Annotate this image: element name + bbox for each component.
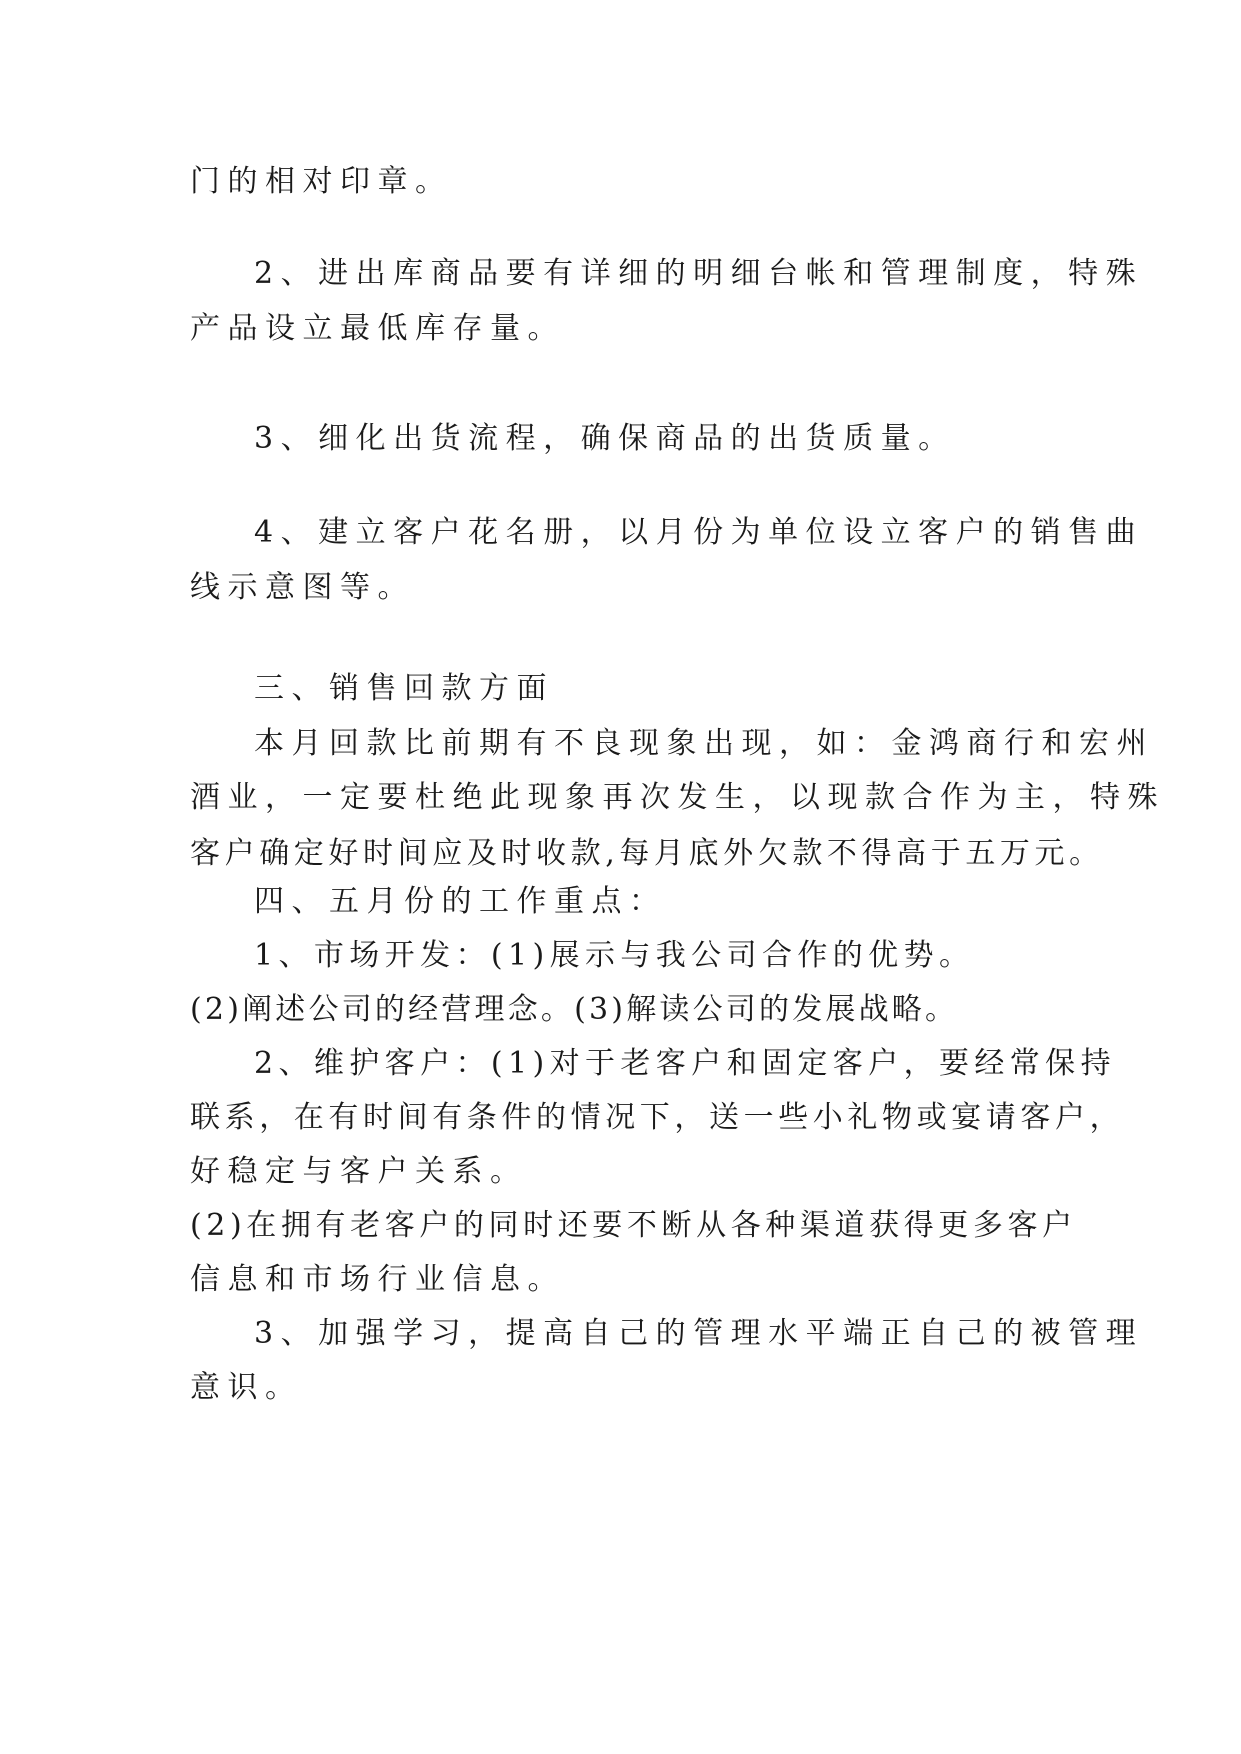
text-line: 信息和市场行业信息。 — [190, 1262, 565, 1297]
text-line: 本月回款比前期有不良现象出现，如：金鸿商行和宏州 — [254, 726, 1154, 761]
section-heading: 三、销售回款方面 — [254, 671, 554, 706]
text-line: 2、进出库商品要有详细的明细台帐和管理制度，特殊 — [254, 256, 1144, 291]
section-heading: 四、五月份的工作重点： — [254, 884, 667, 919]
text-line: 产品设立最低库存量。 — [190, 311, 565, 346]
text-line: 客户确定好时间应及时收款,每月底外欠款不得高于五万元。 — [190, 836, 1104, 871]
text-line: 4、建立客户花名册，以月份为单位设立客户的销售曲 — [254, 515, 1144, 550]
text-line: 线示意图等。 — [190, 570, 415, 605]
text-line: 2、维护客户：(1)对于老客户和固定客户，要经常保持 — [254, 1046, 1116, 1081]
text-line: 意识。 — [190, 1370, 303, 1405]
text-line: 1、市场开发：(1)展示与我公司合作的优势。 — [254, 938, 975, 973]
text-line: 好稳定与客户关系。 — [190, 1154, 528, 1189]
text-line: 3、加强学习，提高自己的管理水平端正自己的被管理 — [254, 1316, 1144, 1351]
text-line: 联系，在有时间有条件的情况下，送一些小礼物或宴请客户， — [190, 1100, 1125, 1135]
text-line: 3、细化出货流程，确保商品的出货质量。 — [254, 421, 956, 456]
text-line: (2)阐述公司的经营理念。(3)解读公司的发展战略。 — [190, 992, 959, 1027]
text-line: 酒业，一定要杜绝此现象再次发生，以现款合作为主，特殊 — [190, 780, 1165, 815]
text-line: 门的相对印章。 — [190, 164, 453, 199]
text-line: (2)在拥有老客户的同时还要不断从各种渠道获得更多客户 — [190, 1208, 1077, 1243]
